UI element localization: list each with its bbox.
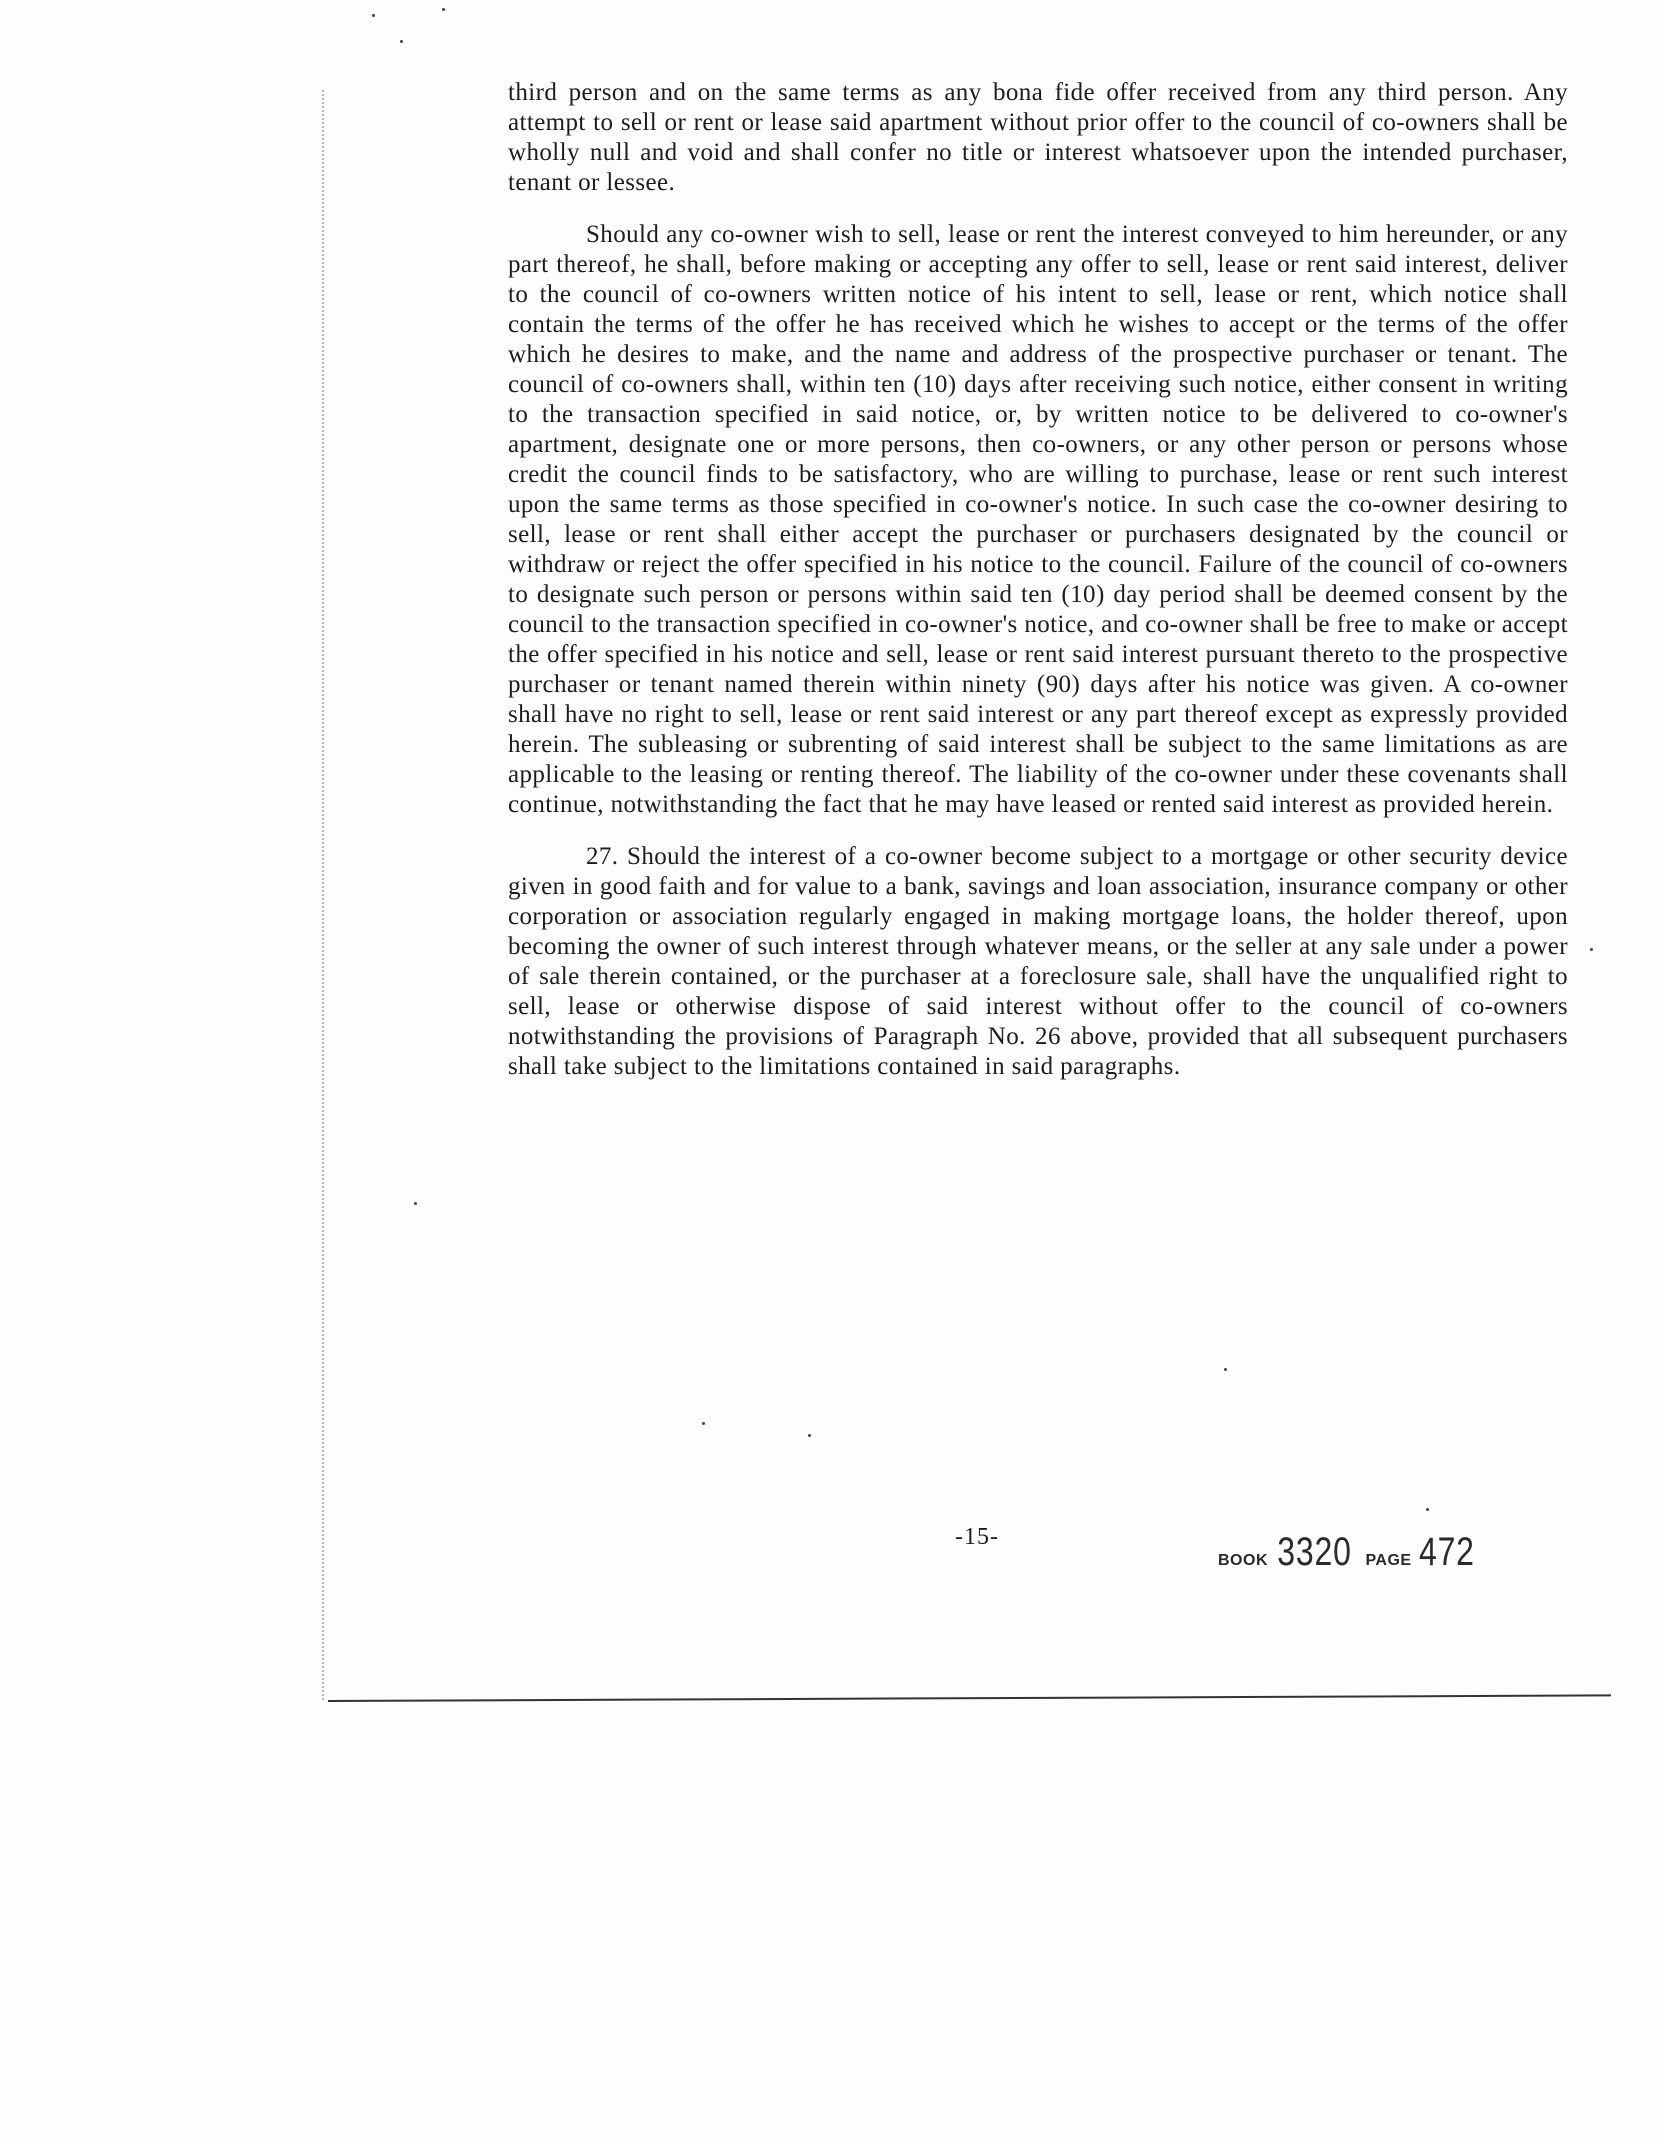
- page-label: PAGE: [1365, 1552, 1412, 1569]
- scan-speck: [414, 1202, 417, 1205]
- book-page-stamp: [1218, 1530, 1481, 1575]
- scan-speck: [1590, 948, 1593, 951]
- paragraph-continuation: third person and on the same terms as any bona fide offer received from any third person. Any attempt to sell or rent or lease said apartment without prior offer to the council of co-owners shall be wholly null and void and shall confer no title or interest whatsoever upon the intended purchaser, tenant or lessee.: [508, 79, 1568, 196]
- scan-speck: [702, 1422, 705, 1425]
- scan-speck: [808, 1434, 811, 1437]
- paragraph-27-mortgage: 27. Should the interest of a co-owner become subject to a mortgage or other security device given in good faith and for value to a bank, savings and loan association, insurance company or other corporation or association regularly engaged in making mortgage loans, the holder thereof, upon becoming the owner of such interest through whatever means, or the seller at any sale under a power of sale therein contained, or the purchaser at a foreclosure sale, shall have the unqualified right to sell, lease or otherwise dispose of said interest without offer to the council of co-owners notwithstanding the provisions of Paragraph No. 26 above, provided that all subsequent purchasers shall take subject to the limitations contained in said paragraphs.: [508, 843, 1568, 1080]
- scan-speck: [400, 40, 403, 43]
- bottom-rule-line: [328, 1694, 1611, 1702]
- page-number: -15-: [955, 1524, 999, 1550]
- scan-speck: [442, 8, 445, 11]
- scan-speck: [1224, 1368, 1227, 1371]
- document-body: [508, 78, 1568, 1104]
- scan-speck: [1426, 1508, 1429, 1511]
- book-label: BOOK: [1218, 1552, 1268, 1569]
- stamp-page-number: 472: [1418, 1530, 1475, 1574]
- scan-margin-dots: [322, 90, 328, 1700]
- book-number: 3320: [1277, 1530, 1352, 1574]
- paragraph-offer-notice: Should any co-owner wish to sell, lease or rent the interest conveyed to him hereunder, or any part thereof, he shall, before making or accepting any offer to sell, lease or rent said interest, deliver to the council of co-owners written notice of his intent to sell, lease or rent, which notice shall contain the terms of the offer he has received which he wishes to accept or the terms of the offer which he desires to make, and the name and address of the prospective purchaser or tenant. The council of co-owners shall, within ten (10) days after receiving such notice, either consent in writing to the transaction specified in said notice, or, by written notice to be delivered to co-owner's apartment, designate one or more persons, then co-owners, or any other person or persons whose credit the council finds to be satisfactory, who are willing to purchase, lease or rent such interest upon the same terms as those specified in co-owner's notice. In such case the co-owner desiring to sell, lease or rent shall either accept the purchaser or purchasers designated by the council or withdraw or reject the offer specified in his notice to the council. Failure of the council of co-owners to designate such person or persons within said ten (10) day period shall be deemed consent by the council to the transaction specified in co-owner's notice, and co-owner shall be free to make or accept the offer specified in his notice and sell, lease or rent said interest pursuant thereto to the prospective purchaser or tenant named therein within ninety (90) days after his notice was given. A co-owner shall have no right to sell, lease or rent said interest or any part thereof except as expressly provided herein. The subleasing or subrenting of said interest shall be subject to the same limitations as are applicable to the leasing or renting thereof. The liability of the co-owner under these covenants shall continue, notwithstanding the fact that he may have leased or rented said interest as provided herein.: [508, 221, 1568, 818]
- scan-speck: [372, 14, 375, 17]
